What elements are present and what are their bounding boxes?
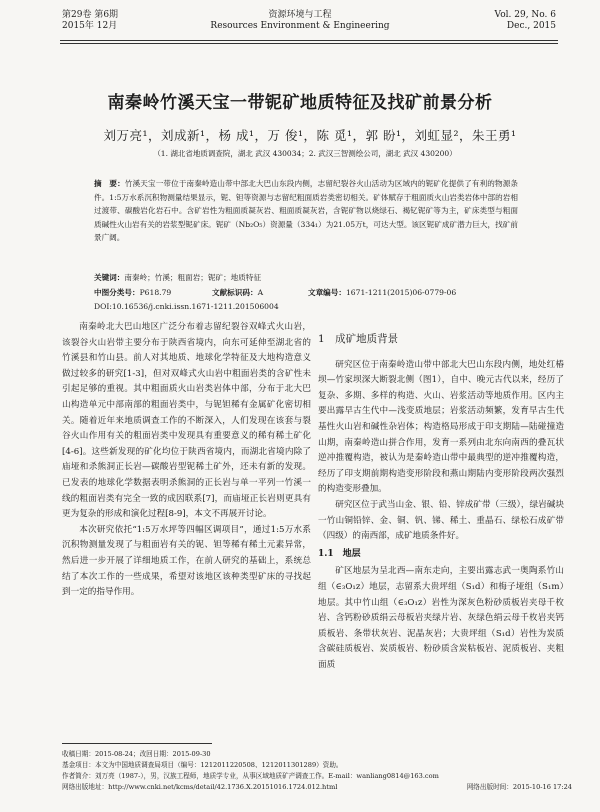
fund-info: 基金项目：本文为中国地质调查局项目（编号：1212011220508、1212011301289）资助。 xyxy=(62,761,343,769)
doc-code-value: A xyxy=(257,288,264,297)
left-column xyxy=(62,320,311,601)
right-column xyxy=(318,320,564,673)
section-heading: 1 成矿地质背景 xyxy=(318,333,399,345)
intro-paragraph-1: 南秦岭北大巴山地区广泛分布着志留纪裂谷双峰式火山岩，该裂谷火山岩带主要分布于陕西省境内，向东可延伸至湖北省的竹溪县和竹山县。前人对其地质、地球化学特征及大地构造意义做过较多的研究[1-3]，但对双峰式火山岩中粗面岩类的含矿性未引起足够的重视。其中粗面质火山岩类岩体中部，分布于北大巴山构造单元中部南部的粗面岩类中，与铌钽稀有金属矿化密切相关。随着近年来地质调查工作的不断深入，人们发现在该套与裂谷火山作用有关的粗面岩类中发现具有重要意义的稀有稀土矿化[4-6]。这些新发现的矿化均位于陕西省境内，而湖北省境内除了庙垭和杀熊洞正长岩—碳酸岩型铌稀土矿外，还未有新的发现。已发表的地球化学数据表明杀熊洞的正长岩与单一平列一竹溪一线的粗面岩类有完全一致的成因联系[7]，而庙垭正长岩则更具有更为复杂的形成和演化过程[8-9]，本文不再展开讨论。 xyxy=(62,322,311,520)
online-publication xyxy=(62,782,572,793)
journal-name-cn: 资源环境与工程 xyxy=(268,10,332,20)
doc-code-label: 文献标识码： xyxy=(212,288,258,297)
author-bio: 作者简介：刘万亮（1987-），男，汉族工程师，地质学专业，从事区域地质矿产调查工作。E-mail：wanliang0814@163.com xyxy=(62,772,439,780)
author-list: 刘万亮¹，刘成新¹，杨 成¹，万 俊¹，陈 觅¹，郭 盼¹，刘虹显²，朱王勇¹ xyxy=(103,128,517,143)
geology-paragraph-2: 研究区位于武当山金、银、铅、锌成矿带（三级），绿岩碱块一竹山铜铅锌、金、铜、钒、锑、稀土、重晶石、绿松石成矿带（四级）的南西部，成矿地质条件好。 xyxy=(318,499,564,542)
affiliations: （1. 湖北省地质调查院，湖北 武汉 430034；2. 武汉三智测绘公司，湖北 武汉 430200） xyxy=(153,149,457,158)
header-rule-thick xyxy=(60,40,558,41)
online-pub-time-group xyxy=(467,782,572,793)
footnotes xyxy=(62,749,572,793)
paper-title: 南秦岭竹溪天宝一带铌矿地质特征及找矿前景分析 xyxy=(107,93,493,113)
doi: DOI:10.16536/j.cnki.issn.1671-1211.201506004 xyxy=(94,302,279,311)
online-pub-time: 2015-10-16 17:24 xyxy=(512,783,572,791)
online-pub-url[interactable]: http://www.cnki.net/kcms/detail/42.1736.X.20151016.1724.012.html xyxy=(108,783,338,791)
header-rule-thin xyxy=(60,43,558,44)
article-no-value: 1671-1211(2015)06-0779-06 xyxy=(345,288,457,297)
volume-issue-cn: 第29卷 第6期 xyxy=(62,10,119,20)
classification-line xyxy=(94,287,456,298)
online-pub-label: 网络出版地址： xyxy=(62,783,109,791)
header-right xyxy=(495,10,556,32)
clc-label: 中图分类号： xyxy=(94,288,140,297)
footnote-rule xyxy=(62,743,212,744)
geology-paragraph-1: 研究区位于南秦岭造山带中部北大巴山东段内侧，地处红椿坝—竹家坝深大断裂北侧（图1），自中、晚元古代以来，经历了复杂、多期、多样的构造、火山、岩浆活动等地质作用。区内主要出露早古生代中—浅变质地层；岩浆活动频繁，发育早古生代基性火山岩和碱性杂岩体；构造格局形成于印支期陆—陆碰撞造山期，南秦岭造山拼合作用，发育一系列由北东向南西的叠瓦状逆冲推覆构造，被认为是秦岭造山带中最典型的逆冲推覆构造，经历了印支期前期构造变形阶段和燕山期陆内变形阶段两次强烈的构造变形叠加。 xyxy=(318,359,564,495)
article-no-label: 文章编号： xyxy=(308,288,346,297)
received-date: 收稿日期：2015-08-24；改回日期：2015-09-30 xyxy=(62,750,211,758)
date-cn: 2015年 12月 xyxy=(62,21,118,31)
doc-code-group xyxy=(212,287,308,298)
keywords-label: 关键词： xyxy=(94,273,125,282)
journal-name-en: Resources Environment & Engineering xyxy=(210,21,390,31)
online-pub-time-label: 网络出版时间： xyxy=(466,783,513,791)
intro-paragraph-2: 本次研究依托“1:5万水坪等四幅区调项目”，通过1:5万水系沉积物测量发现了与粗面岩有关的铌、钽等稀有稀土元素异常，然后进一步开展了详细地质工作，在前人研究的基础上，系统总结了本次工作的一些成果，希望对该地区该种类型矿床的寻找起到一定的指导作用。 xyxy=(62,524,311,598)
header-center xyxy=(200,10,400,32)
clc-value: P618.79 xyxy=(139,288,172,297)
abstract-text: 竹溪天宝一带位于南秦岭造山带中部北大巴山东段内侧，志留纪裂谷火山活动为区域内的铌矿化提供了有利的物源条件。1:5万水系沉积物测量结果显示，铌、钽等资源与志留纪粗面质岩类密切相关。矿体赋存于粗面质火山岩类岩体中部的岩相过渡带、碳酸岩化岩石中。含矿岩性为粗面质凝灰岩、粗面质凝灰岩，含铌矿物以烧绿石、褐钇铌矿等为主，矿床类型与粗面质碱性火山岩有关的岩浆型铌矿床。铌矿（Nb₂O₅）资源量（334₁）为21.05万t，可达大型。该区铌矿成矿潜力巨大，找矿前景广阔。 xyxy=(94,179,519,242)
keywords-text: 南秦岭；竹溪；粗面岩；铌矿；地质特征 xyxy=(124,273,262,282)
volume-issue-en: Vol. 29, No. 6 xyxy=(494,10,556,20)
abstract-label: 摘 要： xyxy=(94,179,125,188)
article-no-group xyxy=(308,287,456,298)
clc-group xyxy=(94,287,212,298)
strata-paragraph: 矿区地层为呈北西—南东走向，主要出露志武一奥陶系竹山组（∈₃O₁z）地层，志留系大贵坪组（S₁d）和梅子垭组（S₁m）地层。其中竹山组（∈₃O₁z）岩性为深灰色粉砂质板岩夹母千枚岩、含钙粉砂质绢云母板岩夹绿片岩、灰绿色绢云母千枚岩夹钙质板岩、条带状灰岩、泥晶灰岩；大贵坪组（S₁d）岩性为炭质含碳硅质板岩、炭质板岩、粉砂质含炭粘板岩、泥质板岩、夹粗面质 xyxy=(318,566,564,670)
subsection-heading: 1.1 地层 xyxy=(318,548,361,559)
abstract xyxy=(94,177,518,245)
page-header xyxy=(0,0,600,56)
header-left xyxy=(62,10,118,32)
date-en: Dec., 2015 xyxy=(506,21,556,31)
keywords xyxy=(94,272,518,283)
